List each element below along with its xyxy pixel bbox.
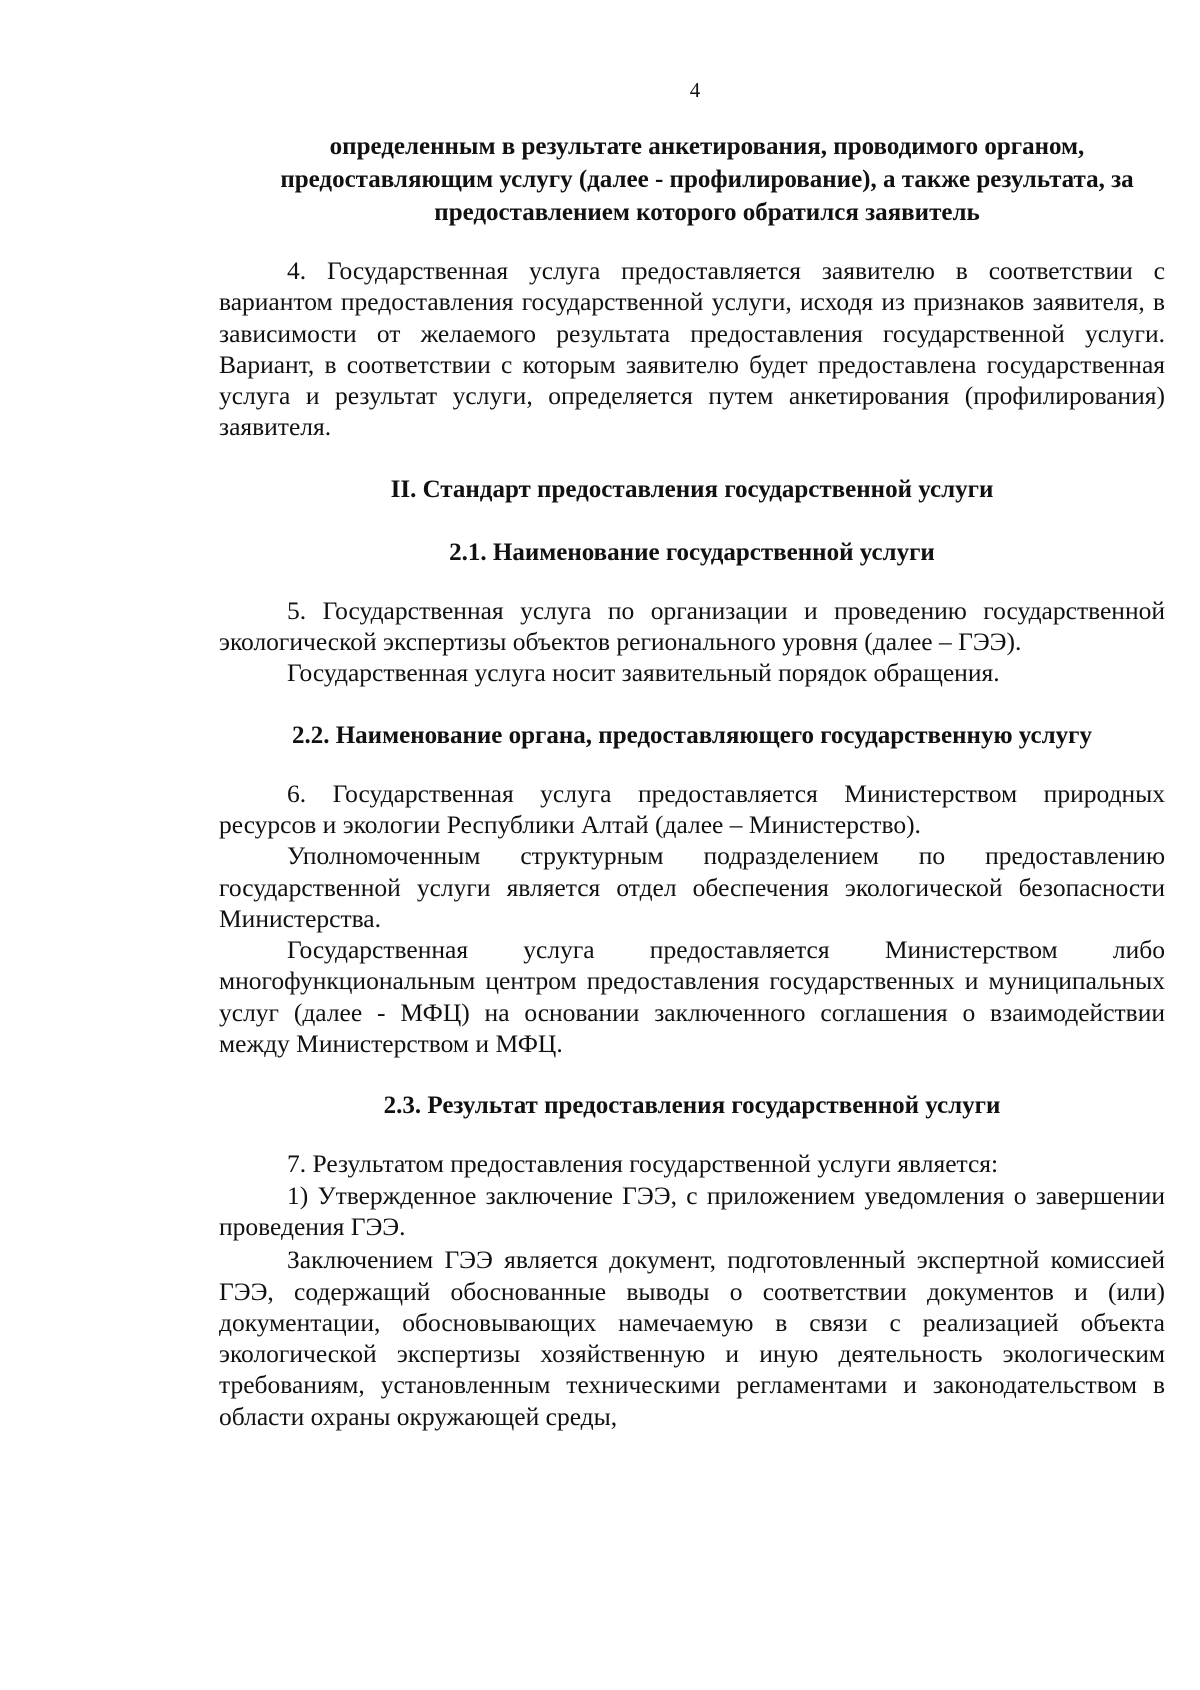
- page-number: 4: [689, 78, 701, 102]
- paragraph-4: 4. Государственная услуга предоставляется заявителю в соответствии с вариантом предоставления государственной услуги, исходя из признаков заявителя, в зависимости от желаемого результата предоставления государственной услуги. Вариант, в соответствии с которым заявителю будет предоставлена государственная услуга и результат услуги, определяется путем анкетирования (профилирования) заявителя.: [219, 256, 1165, 442]
- intro-heading: определенным в результате анкетирования, проводимого органом, предоставляющим услугу (далее - профилирование), а также результата, за предоставлением которого обратился заявитель: [280, 133, 1134, 226]
- paragraph-6: 6. Государственная услуга предоставляется Министерством природных ресурсов и экологии Республики Алтай (далее – Министерство).: [219, 778, 1165, 839]
- section-2-2-title: 2.2. Наименование органа, предоставляющего государственную услугу: [291, 721, 1093, 749]
- section-2-3-title: 2.3. Результат предоставления государственной услуги: [383, 1092, 1001, 1120]
- paragraph-7-1: 1) Утвержденное заключение ГЭЭ, с приложением уведомления о завершении проведения ГЭЭ.: [219, 1180, 1165, 1241]
- document-body: [219, 130, 1165, 1432]
- paragraph-5-b: Государственная услуга носит заявительный порядок обращения.: [287, 658, 1000, 688]
- section-2-title: II. Стандарт предоставления государственной услуги: [390, 475, 994, 503]
- paragraph-6-c: Государственная услуга предоставляется Министерством либо многофункциональным центром предоставления государственных и муниципальных услуг (далее - МФЦ) на основании заключенного соглашения о взаимодействии между Министерством и МФЦ.: [219, 935, 1165, 1059]
- paragraph-6-b: Уполномоченным структурным подразделением по предоставлению государственной услуги является отдел обеспечения экологической безопасности Министерства.: [219, 841, 1165, 933]
- paragraph-5: 5. Государственная услуга по организации и проведению государственной экологической экспертизы объектов регионального уровня (далее – ГЭЭ).: [219, 595, 1165, 657]
- paragraph-7: 7. Результатом предоставления государственной услуги является:: [287, 1149, 999, 1179]
- paragraph-7-b: Заключением ГЭЭ является документ, подготовленный экспертной комиссией ГЭЭ, содержащий обоснованные выводы о соответствии документов и (или) документации, обосновывающих намечаемую в связи с реализацией объекта экологической экспертизы хозяйственную и иную деятельность экологическим требованиям, установленным техническими регламентами и законодательством в области охраны окружающей среды,: [219, 1245, 1165, 1431]
- section-2-1-title: 2.1. Наименование государственной услуги: [449, 538, 935, 566]
